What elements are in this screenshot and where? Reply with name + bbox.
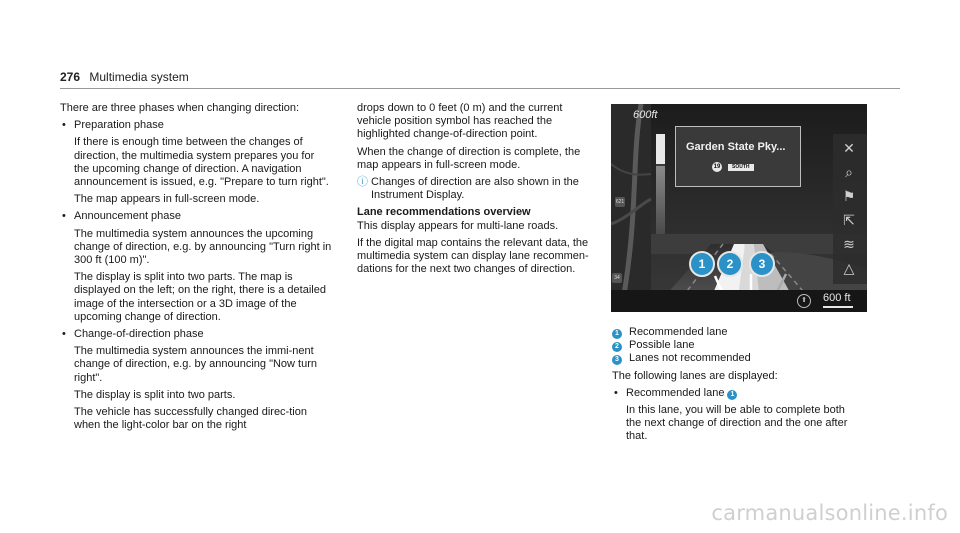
intro-text: There are three phases when changing direction: (60, 102, 300, 114)
column-middle (357, 102, 593, 276)
info-note-text: Changes of direction are also shown in the Instrument Display. (371, 176, 579, 202)
legend-label: Lanes not recommended (629, 352, 751, 365)
body-text: If the digital map contains the relevant data, the multimedia system can display lane recommen-dations for the next two changes of direction. (357, 236, 589, 276)
callout-2: 2 (717, 251, 743, 277)
callout-3: 3 (749, 251, 775, 277)
phase-text: The display is split into two parts. The map is displayed on the left; on the right, there is a detailed image of the intersection or a 3D image of the upcoming change of direction. (74, 271, 326, 323)
info-note (357, 176, 593, 202)
nav-bottom-bar (611, 290, 867, 312)
map-route-shield: 34 (612, 273, 622, 283)
route-options-icon[interactable]: ⇱ (843, 212, 855, 228)
phase-text: The map appears in full-screen mode. (74, 193, 260, 206)
continued-text: When the change of direction is complete, the map appears in full-screen mode. (357, 145, 581, 171)
body-text: This display appears for multi-lane roads. (357, 219, 559, 232)
scale-top-label: 600ft (633, 109, 658, 121)
route-direction: SOUTH (728, 164, 754, 171)
nav-side-panel (833, 134, 867, 284)
traffic-icon[interactable]: ≋ (843, 236, 855, 252)
lane-bullet (612, 387, 862, 400)
phase-title-announcement: • Announcement phase (60, 210, 332, 223)
map-route-shield: 621 (615, 199, 625, 205)
scale-bottom-label: 600 ft (823, 292, 851, 304)
info-icon: ⓘ (357, 176, 368, 189)
page-number: 276 (60, 70, 81, 84)
column-right (612, 326, 862, 444)
highway-sign (675, 126, 801, 187)
legend-number-badge: 2 (612, 342, 622, 352)
legend-number-badge: 1 (612, 329, 622, 339)
lane-bullet-text: In this lane, you will be able to complete both the next change of direction and the one after that. (626, 404, 848, 443)
road-name: Garden State Pky... (686, 141, 786, 153)
legend-item (612, 326, 862, 339)
scale-line (823, 306, 853, 308)
continued-text: drops down to 0 feet (0 m) and the current vehicle position symbol has reached the highlighted change-of-direction point. (357, 102, 563, 141)
following-text: The following lanes are displayed: (612, 369, 778, 382)
lane-bullet-title: Recommended lane (626, 386, 725, 399)
legend-number-badge: 1 (727, 390, 737, 400)
phase-text: The multimedia system announces the immi-nent change of direction, e.g. by announcing "Now turn right". (74, 345, 318, 384)
legend-item (612, 352, 862, 365)
phase-text: The vehicle has successfully changed direc-tion when the light-color bar on the right (74, 406, 307, 432)
column-left (60, 102, 332, 432)
flag-icon[interactable]: ⚑ (842, 188, 856, 204)
callout-1: 1 (689, 251, 715, 277)
header-rule (60, 88, 900, 89)
lane-recommendation-figure (611, 104, 867, 312)
distance-bar-lower (656, 166, 665, 234)
legend-label: Recommended lane (629, 326, 728, 338)
phase-title-change-of-direction: • Change-of-direction phase (60, 328, 332, 341)
route-shield: 19 (713, 164, 721, 170)
legend-label: Possible lane (629, 339, 695, 352)
section-title: Multimedia system (89, 70, 189, 84)
warning-icon[interactable]: △ (843, 260, 855, 276)
compass-icon[interactable]: ⬆ (797, 294, 811, 308)
legend-number-badge: 3 (612, 355, 622, 365)
close-icon[interactable]: ✕ (843, 140, 855, 156)
search-icon[interactable]: ⌕ (845, 164, 853, 180)
phase-text: If there is enough time between the changes of direction, the multimedia system prepares you for the upcoming change of direction. A navigation announcement is issued, e.g. "Prepare to turn right". (74, 136, 329, 189)
phase-title-preparation: • Preparation phase (60, 119, 332, 132)
legend-item (612, 339, 862, 352)
section-heading: Lane recommendations overview (357, 206, 531, 219)
watermark: carmanualsonline.info (711, 501, 948, 525)
distance-bar-fill (656, 134, 665, 164)
phase-text: The display is split into two parts. (74, 388, 236, 401)
page-header (60, 70, 189, 84)
phase-text: The multimedia system announces the upcoming change of direction, e.g. by announcing "Turn right in 300 ft (100 m)". (74, 227, 332, 267)
